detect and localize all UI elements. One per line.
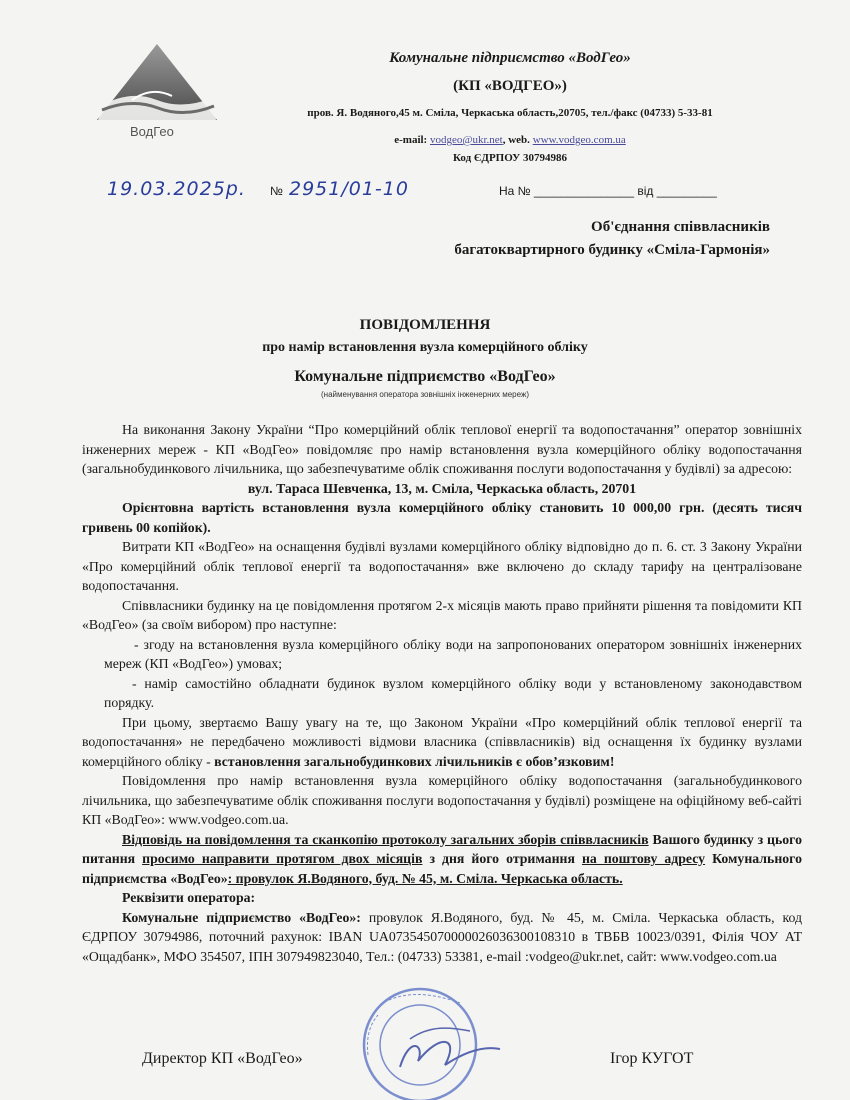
addressee-line-1: Об'єднання співвласників <box>591 219 770 235</box>
reply-part-7: : провулок Я.Водяного, буд. № 45, м. Сміла. Черкаська область. <box>227 870 623 886</box>
header-org-abbr: (КП «ВОДГЕО») <box>453 78 567 94</box>
web-label: , web. <box>502 134 530 146</box>
official-stamp-and-signature <box>350 975 530 1100</box>
requisites <box>82 908 802 967</box>
number-label: № <box>270 184 283 198</box>
paragraph-tariff: Витрати КП «ВодГео» на оснащення будівлі вузлами комерційного обліку відповідно до п. 6. ст. 3 Закону України «Про комерційний облік теплової енергії та водопостачання» вже включено до складу тарифу на централізоване водопостачання. <box>82 539 802 593</box>
reply-part-3: просимо направити протягом двох місяців <box>142 851 423 866</box>
notice-title: ПОВІДОМЛЕННЯ <box>359 317 491 333</box>
operator-caption: (найменування оператора зовнішніх інженерних мереж) <box>321 390 529 399</box>
paragraph-mandatory <box>82 713 802 772</box>
notice-subtitle: про намір встановлення вузла комерційного обліку <box>262 340 588 355</box>
paragraph-reply <box>82 830 802 889</box>
paragraph-law: На виконання Закону України “Про комерційний облік теплової енергії та водопостачання” оператор зовнішніх інженерних мереж - КП «ВодГео» повідомляє про намір встановлення вузла комерційного обліку водопостачання (загальнобудинкового лічильника, що забезпечуватиме облік споживання послуги водопостачання у будівлі) за адресою: <box>82 422 802 476</box>
web-link[interactable]: www.vodgeo.com.ua <box>532 134 626 146</box>
paragraph-website: Повідомлення про намір встановлення вузла комерційного обліку водопостачання (загальнобудинкового лічильника, що забезпечуватиме облік споживання послуги водопостачання у будівлі) розміщене на офіційному веб-сайті КП «ВодГео»: www.vodgeo.com.ua. <box>82 773 802 827</box>
email-label: e-mail: <box>394 134 428 146</box>
reply-part-2: Вашого будинку з цього питання <box>82 831 802 866</box>
letter-body <box>82 420 802 966</box>
signatory-name: Ігор КУГОТ <box>610 1050 694 1067</box>
logo-text: ВодГео <box>130 124 174 139</box>
paragraph-rights: Співвласники будинку на це повідомлення протягом 2-х місяців мають право прийняти рішення та повідомити КП «ВодГео» (за своїм вибором) про наступне: <box>82 597 802 632</box>
requisites-title: Реквізити оператора: <box>122 890 256 905</box>
handwritten-date: 19.03.2025р. <box>107 178 246 200</box>
paragraph-cost: Орієнтовна вартість встановлення вузла комерційного обліку становить 10 000,00 грн. (десять тисяч гривень 00 копійок). <box>82 500 802 535</box>
reply-part-1: Відповідь на повідомлення та сканкопію протоколу загальних зборів співвласників <box>122 831 649 847</box>
header-edrpou: Код ЄДРПОУ 30794986 <box>453 152 567 164</box>
handwritten-number: 2951/01-10 <box>289 178 409 200</box>
reference-line: На № _______________ від _________ <box>499 184 717 198</box>
signatory-position: Директор КП «ВодГео» <box>142 1050 303 1067</box>
addressee-line-2: багатоквартирного будинку «Сміла-Гармонія» <box>454 242 770 258</box>
reply-part-5: на поштову адресу <box>581 851 706 866</box>
option-self-install: - намір самостійно обладнати будинок вузлом комерційного обліку води у встановленому законодавством порядку. <box>104 675 802 710</box>
reply-part-6: Комунального підприємства «ВодГео» <box>82 851 803 886</box>
option-consent: - згоду на встановлення вузла комерційного обліку води на запропонованих оператором зовнішніх інженерних мереж (КП «ВодГео») умовах; <box>104 636 802 671</box>
header-contacts <box>250 134 770 146</box>
addressee <box>454 216 770 262</box>
requisites-text: провулок Я.Водяного, буд. № 45, м. Сміла. Черкаська область, код ЄДРПОУ 30794986, поточний рахунок: IBAN UA073545070000026036300108310 в ТВБВ 10023/0391, Філія ЧОУ АТ «Ощадбанк», МФО 354507, ІПН 307949823040, Тел.: (04733) 53381, e-mail :vodgeo@ukr.net, сайт: www.vodgeo.com.ua <box>82 909 802 964</box>
operator-name: Комунальне підприємство «ВодГео» <box>294 368 556 385</box>
header-org-full: Комунальне підприємство «ВодГео» <box>389 50 631 66</box>
mandatory-emphasis: встановлення загальнобудинкових лічильників є обов’язковим! <box>214 753 615 769</box>
requisites-name: Комунальне підприємство «ВодГео»: <box>122 909 361 925</box>
mandatory-text: При цьому, звертаємо Вашу увагу на те, що Законом України «Про комерційний облік теплової енергії та водопостачання» не передбачено можливості відмови власника (співвласників) від оснащення їх будинку вузлами комерційного обліку - <box>82 714 802 769</box>
header-address: пров. Я. Водяного,45 м. Сміла, Черкаська область,20705, тел./факс (04733) 5-33-81 <box>307 107 713 119</box>
reply-part-4: з дня його отримання <box>422 851 582 866</box>
building-address: вул. Тараса Шевченка, 13, м. Сміла, Черкаська область, 20701 <box>247 480 637 496</box>
email-link[interactable]: vodgeo@ukr.net <box>429 134 503 146</box>
